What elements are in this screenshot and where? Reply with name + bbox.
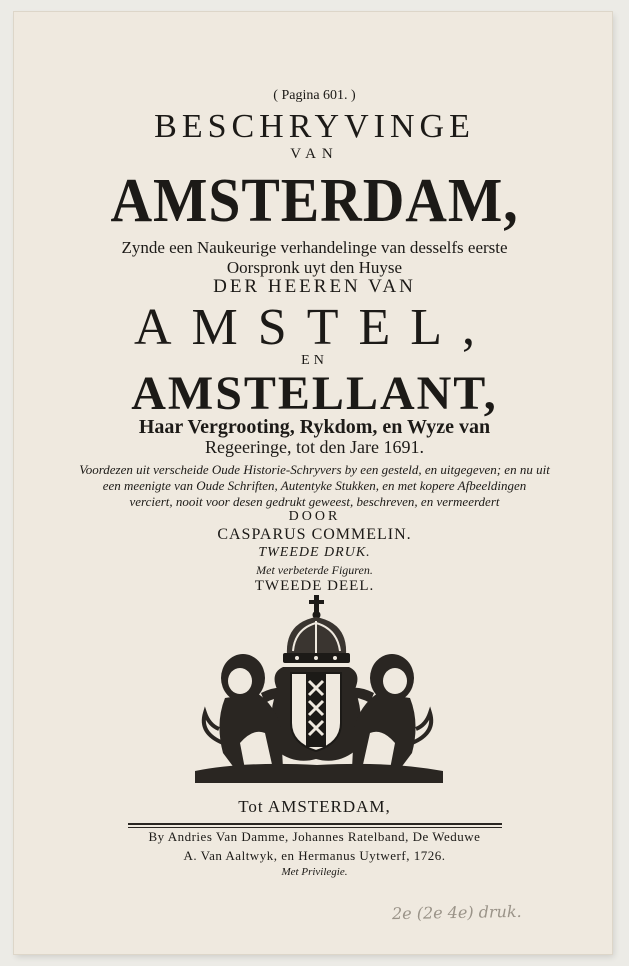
title-line-van: VAN (290, 146, 339, 162)
subtitle-line-1: Zynde een Naukeurige verhandelinge van desselfs eerste (121, 238, 508, 257)
title-amstellant: AMSTELLANT, (131, 367, 498, 420)
title-line-beschryvinge: BESCHRYVINGE (154, 108, 475, 145)
imprint-rule-thin (128, 827, 502, 828)
figures-note: Met verbeterde Figuren. (256, 563, 373, 577)
edition-label: TWEEDE DRUK. (258, 545, 371, 560)
handwritten-pencil-note: 2e (2e 4e) druk. (391, 901, 522, 924)
subtitle-haar: Haar Vergrooting, Rykdom, en Wyze van (138, 416, 491, 438)
volume-label: TWEEDE DEEL. (254, 578, 375, 594)
description-line-2: een meenigte van Oude Schriften, Autentyke Stukken, en met kopere Afbeeldingen (102, 478, 527, 493)
subtitle-regeeringe: Regeeringe, tot den Jare 1691. (205, 437, 424, 457)
crest-icon (185, 593, 450, 793)
privilege-note: Met Privilegie. (281, 866, 348, 878)
page-number: ( Pagina 601. ) (273, 88, 356, 103)
description-line-1: Voordezen uit verscheide Oude Historie-Schryvers by een gesteld, en uitgegeven; en nu uit (79, 462, 550, 477)
imprint-line-2: A. Van Aaltwyk, en Hermanus Uytwerf, 1726. (183, 848, 446, 863)
description-line-3: verciert, nooit voor desen gedrukt geweest, beschreven, en vermeerdert (129, 494, 500, 509)
door-label: DOOR (288, 509, 341, 524)
author-name: CASPARUS COMMELIN. (217, 526, 412, 543)
title-amstel: AMSTEL, (134, 299, 495, 356)
subtitle-line-2: Oorspronk uyt den Huyse (226, 258, 403, 277)
imprint-line-1: By Andries Van Damme, Johannes Ratelband, De Weduwe (148, 829, 481, 844)
imprint-rule-thick (128, 823, 502, 825)
imprint-place: Tot AMSTERDAM, (238, 797, 391, 816)
title-en: EN (301, 353, 328, 368)
title-line-amsterdam: AMSTERDAM, (110, 167, 519, 235)
subtitle-line-3: DER HEEREN VAN (213, 276, 416, 297)
